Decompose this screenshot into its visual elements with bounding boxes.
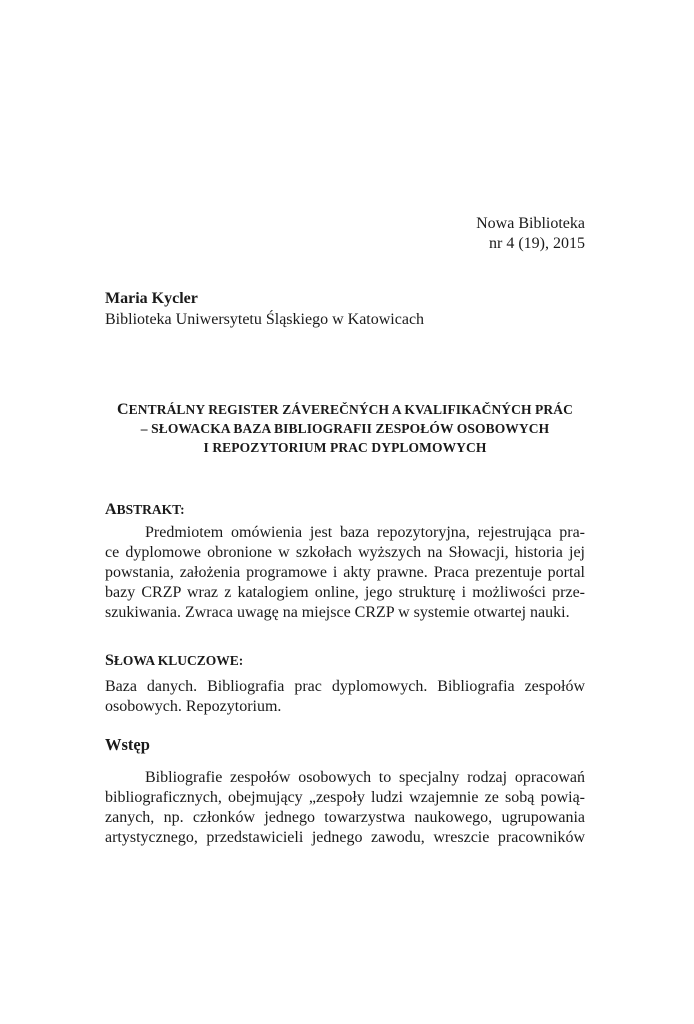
abstract-heading — [105, 500, 585, 520]
journal-info — [476, 214, 585, 254]
keywords-heading — [105, 651, 585, 671]
keywords-heading-rest: ŁOWA KLUCZOWE: — [113, 653, 244, 668]
title-line-2: – SŁOWACKA BAZA BIBLIOGRAFII ZESPOŁÓW OSOBOWYCH — [140, 421, 550, 436]
intro-line: bibliograficznych, obejmujący „zespoły ludzi wzajemnie ze sobą powią- — [105, 789, 585, 806]
abstract-line: bazy CRZP wraz z katalogiem online, jego strukturę i możliwości prze- — [105, 584, 585, 601]
keywords-line: Baza danych. Bibliografia prac dyplomowych. Bibliografia zespołów — [105, 678, 585, 695]
abstract-heading-rest: BSTRAKT: — [116, 502, 185, 517]
title-line-3: I REPOZYTORIUM PRAC DYPLOMOWYCH — [203, 440, 487, 455]
abstract-heading-initial: A — [105, 501, 117, 518]
keywords-line: osobowych. Repozytorium. — [105, 698, 282, 715]
title-line-1 — [105, 400, 585, 419]
keywords-heading-initial: S — [105, 652, 114, 669]
journal-issue: nr 4 (19), 2015 — [489, 235, 585, 252]
article-title — [105, 400, 585, 457]
intro-text — [105, 768, 585, 848]
abstract-line: szukiwania. Zwraca uwagę na miejsce CRZP w systemie otwartej nauki. — [105, 604, 570, 621]
keywords-text — [105, 677, 585, 717]
author-block — [105, 288, 585, 330]
intro-line: artystycznego, przedstawicieli jednego zawodu, wreszcie pracowników — [105, 829, 585, 846]
abstract-line: Predmiotem omówienia jest baza repozytoryjna, rejestrująca pra- — [145, 524, 585, 541]
title-initial: C — [117, 401, 129, 418]
intro-line: zanych, np. członków jednego towarzystwa naukowego, ugrupowania — [105, 809, 585, 826]
abstract-text — [105, 523, 585, 623]
journal-name: Nowa Biblioteka — [476, 215, 585, 232]
author-affiliation: Biblioteka Uniwersytetu Śląskiego w Katowicach — [105, 311, 425, 328]
abstract-line: ce dyplomowe obronione w szkołach wyższych na Słowacji, historia jej — [105, 544, 585, 561]
author-name: Maria Kycler — [105, 290, 198, 307]
intro-heading: Wstęp — [105, 735, 150, 754]
intro-line: Bibliografie zespołów osobowych to specjalny rodzaj opracowań — [145, 769, 585, 786]
title-line-1-rest: ENTRÁLNY REGISTER ZÁVEREČNÝCH A KVALIFIKAČNÝCH PRÁC — [128, 402, 573, 417]
abstract-line: powstania, założenia programowe i akty prawne. Praca prezentuje portal — [105, 564, 585, 581]
